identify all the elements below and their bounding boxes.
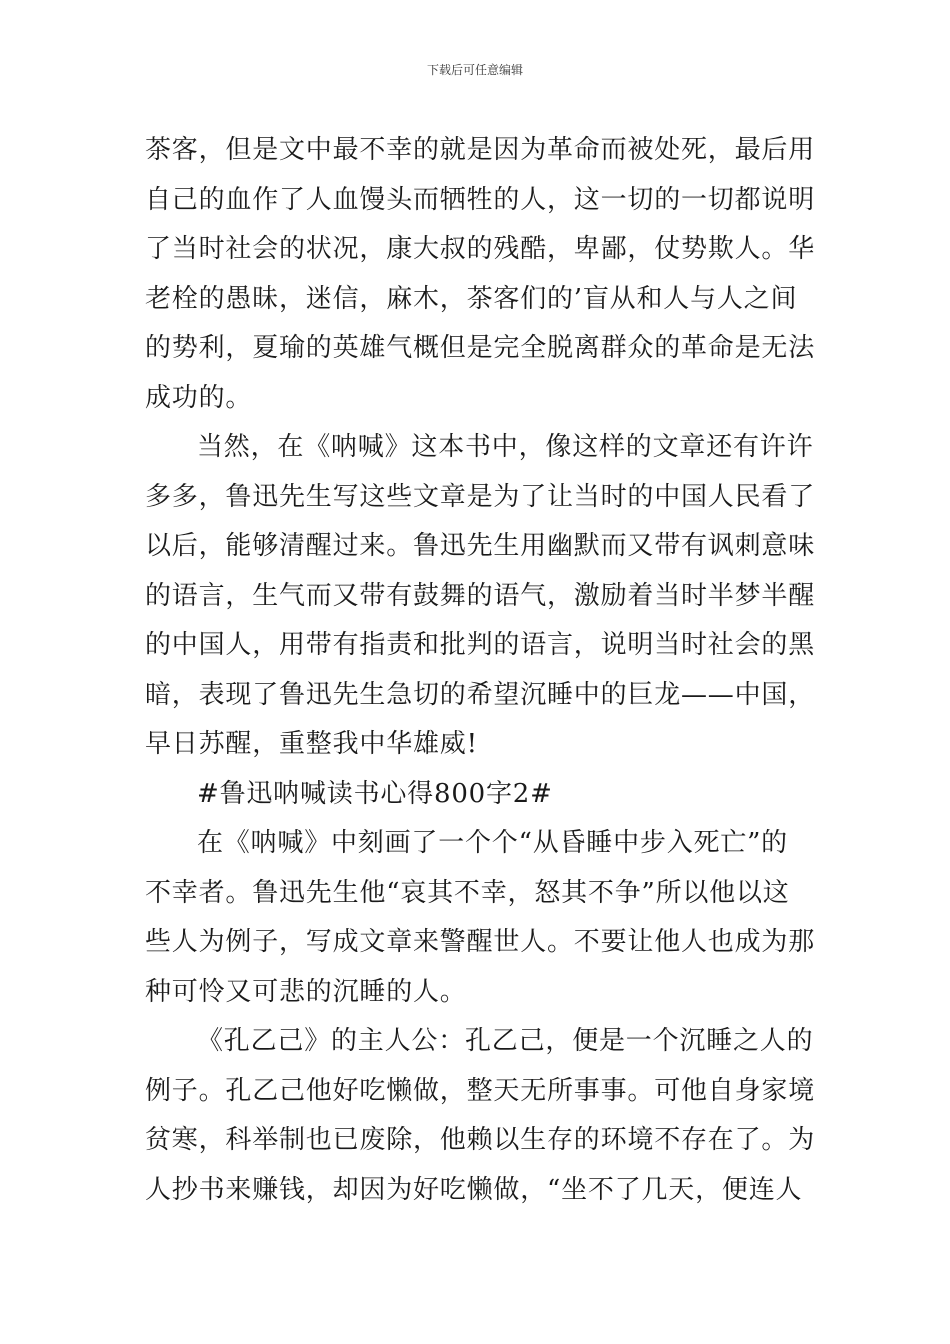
text-line: 了当时社会的状况，康大叔的残酷，卑鄙，仗势欺人。华 — [145, 234, 816, 264]
paragraph-4 — [145, 1017, 816, 1215]
document-body — [145, 126, 816, 1215]
text-line: 的中国人，用带有指责和批判的语言，说明当时社会的黑 — [145, 630, 816, 660]
paragraph-2 — [145, 423, 816, 770]
text-line: 在《呐喊》中刻画了一个个“从昏睡中步入死亡”的 — [197, 828, 788, 858]
paragraph-1 — [145, 126, 816, 423]
text-line: 自己的血作了人血馒头而牺牲的人，这一切的一切都说明 — [145, 184, 816, 215]
section-title: #鲁迅呐喊读书心得800字2# — [197, 778, 553, 809]
text-line: 的势利，夏瑜的英雄气概但是完全脱离群众的革命是无法 — [145, 333, 816, 363]
page-header-note: 下载后可任意编辑 — [426, 63, 523, 77]
text-line: 成功的。 — [145, 382, 253, 413]
section-heading — [145, 770, 805, 820]
text-line: 暗，表现了鲁迅先生急切的希望沉睡中的巨龙——中国， — [145, 679, 816, 710]
text-line: 茶客，但是文中最不幸的就是因为革命而被处死，最后用 — [145, 135, 816, 165]
text-line: 《孔乙己》的主人公：孔乙己，便是一个沉睡之人的 — [197, 1026, 814, 1056]
text-line: 些人为例子，写成文章来警醒世人。不要让他人也成为那 — [145, 927, 816, 957]
text-line: 例子。孔乙己他好吃懒做，整天无所事事。可他自身家境 — [145, 1075, 816, 1106]
text-line: 不幸者。鲁迅先生他“哀其不幸，怒其不争”所以他以这 — [145, 877, 790, 908]
text-line: 贫寒，科举制也已废除，他赖以生存的环境不存在了。为 — [145, 1125, 816, 1155]
text-line: 种可怜又可悲的沉睡的人。 — [145, 976, 467, 1007]
text-line: 早日苏醒，重整我中华雄威! — [145, 729, 478, 759]
text-line: 老栓的愚昧，迷信，麻木，茶客们的’盲从和人与人之间 — [145, 283, 798, 314]
text-line: 当然，在《呐喊》这本书中，像这样的文章还有许许 — [197, 432, 814, 462]
text-line: 多多，鲁迅先生写这些文章是为了让当时的中国人民看了 — [145, 481, 816, 512]
paragraph-3 — [145, 819, 816, 1017]
text-line: 以后，能够清醒过来。鲁迅先生用幽默而又带有讽刺意味 — [145, 531, 816, 561]
text-line: 人抄书来赚钱，却因为好吃懒做，“坐不了几天，便连人 — [145, 1174, 803, 1205]
text-line: 的语言，生气而又带有鼓舞的语气，激励着当时半梦半醒 — [145, 580, 816, 611]
